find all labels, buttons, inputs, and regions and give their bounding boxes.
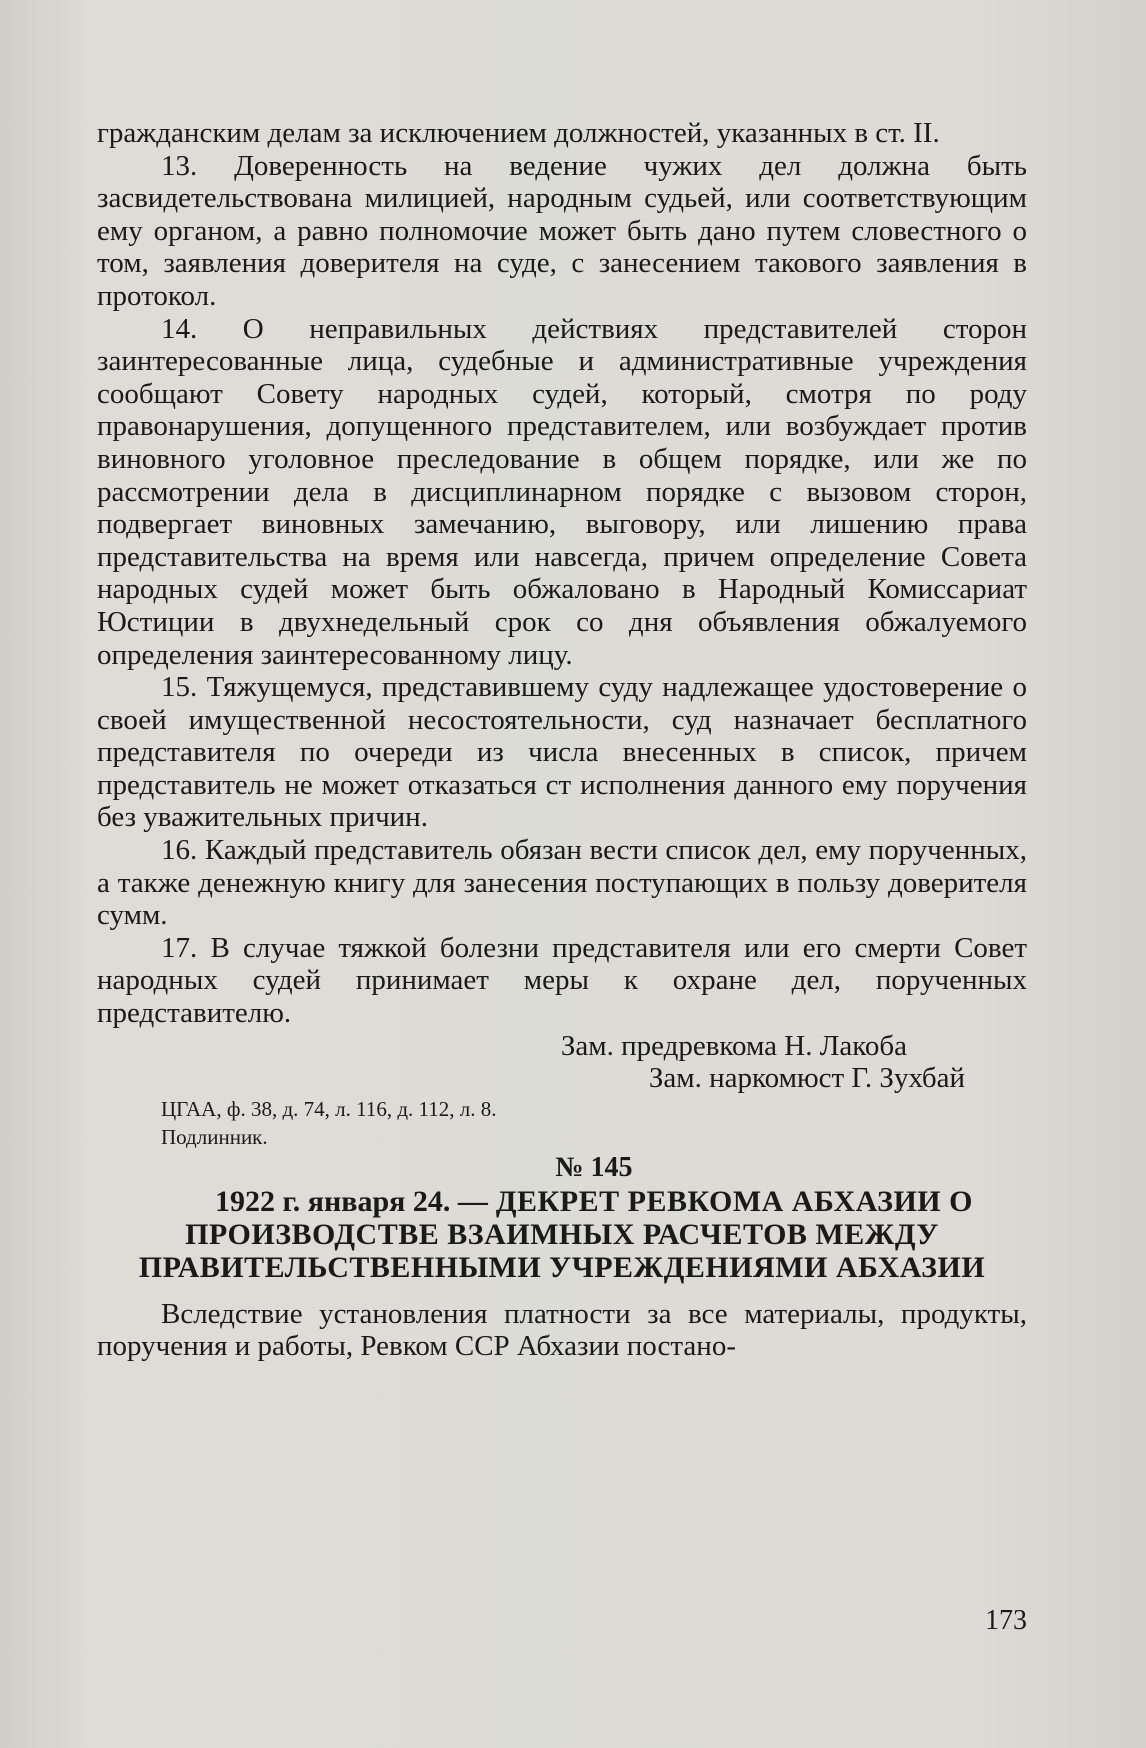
- paragraph-16: 16. Каждый представитель обязан вести список дел, ему порученных, а также денежную книгу для занесения поступающих в пользу доверителя сумм.: [97, 834, 1027, 932]
- page-number: 173: [985, 1605, 1027, 1636]
- paragraph-15: 15. Тяжущемуся, представившему суду надлежащее удостоверение о своей имущественной несостоятельности, суд назначает бесплатного представителя по очереди из числа внесенных в список, причем представитель не может отказаться ст исполнения данного ему поручения без уважительных причин.: [97, 671, 1027, 834]
- original-note: Подлинник.: [161, 1124, 268, 1149]
- document-title-text: ДЕКРЕТ РЕВКОМА АБХАЗИИ О ПРОИЗВОДСТВЕ ВЗАИМНЫХ РАСЧЕТОВ МЕЖДУ ПРАВИТЕЛЬСТВЕННЫМИ УЧРЕЖДЕНИЯМИ АБХАЗИИ: [138, 1184, 986, 1284]
- signature-lakoba: Зам. предревкома Н. Лакоба: [560, 1029, 907, 1062]
- archive-reference: ЦГАА, ф. 38, д. 74, л. 116, д. 112, л. 8.: [161, 1096, 497, 1121]
- signature-zukhbai: Зам. наркомюст Г. Зухбай: [648, 1062, 965, 1095]
- document-title: [97, 1185, 1027, 1284]
- document-date: 1922 г. января 24. —: [215, 1184, 488, 1218]
- paragraph-17: 17. В случае тяжкой болезни представителя или его смерти Совет народных судей принимает меры к охране дел, порученных представителю.: [97, 931, 1027, 1030]
- paragraph-14: 14. О неправильных действиях представителей сторон заинтересованные лица, судебные и административные учреждения сообщают Совету народных судей, который, смотря по роду правонарушения, допущенного представителем, или возбуждает против виновного уголовное преследование в общем порядке, или же по рассмотрении дела в дисциплинарном порядке с вызовом сторон, подвергает виновных замечанию, выговору, или лишению права представительства на время или навсегда, причем определение Совета народных судей может быть обжаловано в Народный Комиссариат Юстиции в двухнедельный срок со дня объявления обжалуемого определения заинтересованному лицу.: [97, 312, 1027, 671]
- page-body: [97, 117, 1027, 1363]
- document-number: № 145: [555, 1151, 633, 1183]
- paragraph-13: 13. Доверенность на ведение чужих дел должна быть засвидетельствована милицией, народным судьей, или соответствующим ему органом, а равно полномочие может быть дано путем словестного о том, заявления доверителя на суде, с занесением такового заявления в протокол.: [97, 149, 1027, 312]
- paragraph-continuation: гражданским делам за исключением должностей, указанных в ст. II.: [97, 117, 940, 149]
- document-lead-paragraph: Вследствие установления платности за все материалы, продукты, поручения и работы, Ревком ССР Абхазии постано-: [97, 1297, 1027, 1363]
